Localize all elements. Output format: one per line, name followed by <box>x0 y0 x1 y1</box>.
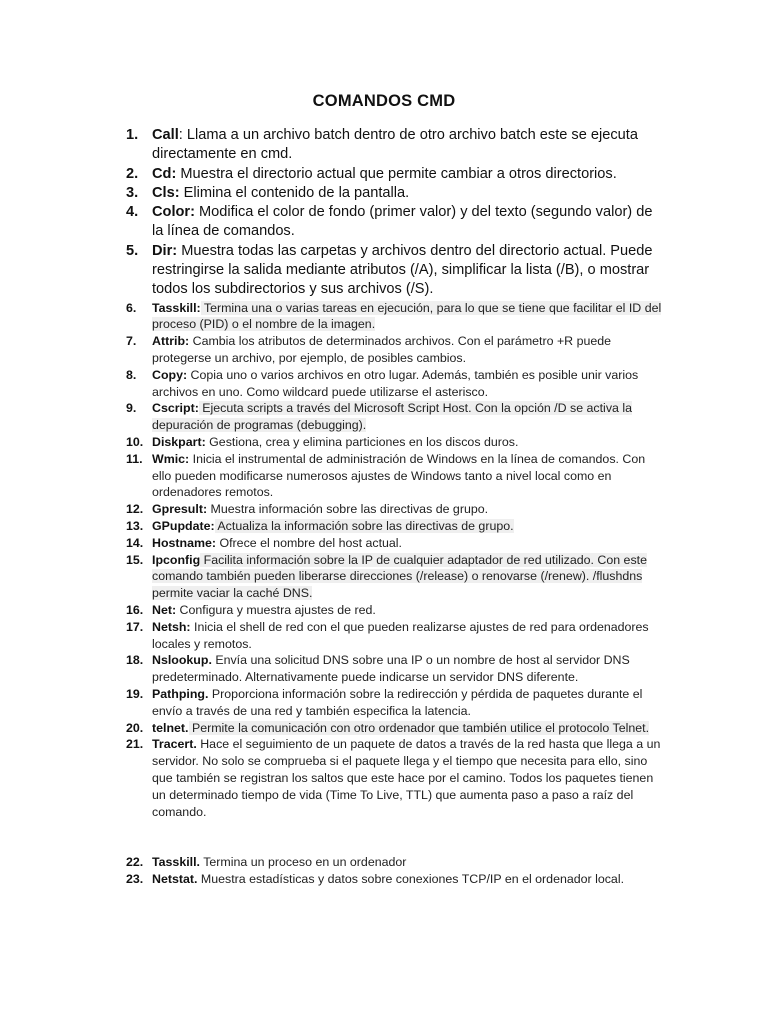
item-number: 6. <box>126 300 137 315</box>
command-description: Termina un proceso en un ordenador <box>199 855 407 870</box>
list-item <box>126 203 666 242</box>
command-description: Inicia el shell de red con el que pueden realizarse ajustes de red para ordenadores locales y remotos. <box>152 619 649 651</box>
list-item <box>126 871 666 888</box>
command-description: Muestra todas las carpetas y archivos dentro del directorio actual. Puede restringirse la salida mediante atributos (/A), simplificar la lista (/B), o mostrar todos los subdirectorios y sus archivos (/S). <box>152 242 653 298</box>
list-item <box>126 552 666 602</box>
command-description: Elimina el contenido de la pantalla. <box>179 184 410 201</box>
command-name: Pathping. <box>152 687 209 701</box>
command-name: Call <box>152 127 179 143</box>
command-description: Proporciona información sobre la redirección y pérdida de paquetes durante el envío a través de una red y también especifica la latencia. <box>152 687 643 718</box>
command-name: Gpresult: <box>152 502 208 517</box>
command-description: Muestra información sobre las directivas de grupo. <box>207 502 489 517</box>
list-item <box>126 652 666 686</box>
command-name: Attrib: <box>152 334 190 349</box>
command-name: Netsh: <box>152 619 191 634</box>
command-description: Hace el seguimiento de un paquete de datos a través de la red hasta que llega a un servidor. No solo se comprueba si el paquete llega y el tiempo que necesita para ello, sino que también se registran los saltos que este hace por el camino. Todos los paquetes tienen un determinado tiempo de vida (Time To Live, TTL) que aumenta paso a paso a raíz del comando. <box>152 737 661 819</box>
item-number: 20. <box>126 720 144 735</box>
commands-list <box>126 126 666 888</box>
item-number: 2. <box>126 165 139 182</box>
list-item <box>126 184 666 203</box>
item-number: 18. <box>126 653 144 668</box>
command-description: Actualiza la información sobre las directivas de grupo. <box>214 519 514 534</box>
list-item <box>126 367 666 401</box>
command-description: Copia uno o varios archivos en otro lugar. Además, también es posible unir varios archivos en uno. Como wildcard puede utilizarse el asterisco. <box>152 367 639 399</box>
list-item <box>126 400 666 434</box>
item-number: 12. <box>126 502 144 517</box>
command-description: Muestra estadísticas y datos sobre conexiones TCP/IP en el ordenador local. <box>197 872 625 887</box>
list-item <box>126 686 666 720</box>
list-item <box>126 535 666 552</box>
item-number: 3. <box>126 184 139 201</box>
item-number: 10. <box>126 435 144 450</box>
command-description: Muestra el directorio actual que permite cambiar a otros directorios. <box>176 165 617 182</box>
command-name: Ipconfig <box>152 552 201 567</box>
item-number: 13. <box>126 519 144 534</box>
item-number: 22. <box>126 855 144 870</box>
item-number: 9. <box>126 401 137 416</box>
command-description: Facilita información sobre la IP de cualquier adaptador de red utilizado. Con este comando también pueden liberarse direcciones (/release) o renovarse (/renew). /flushdns permite vaciar la caché DNS. <box>152 552 647 601</box>
command-name: telnet. <box>152 720 189 735</box>
list-item <box>126 333 666 367</box>
command-name: Wmic: <box>152 451 190 466</box>
list-item <box>126 518 666 535</box>
item-number: 17. <box>126 619 144 634</box>
command-description: Modifica el color de fondo (primer valor) y del texto (segundo valor) de la línea de comandos. <box>152 204 653 240</box>
command-description: Inicia el instrumental de administración de Windows en la línea de comandos. Con ello pueden modificarse numerosos ajustes de Windows tanto a nivel local como en ordenadores remotos. <box>152 451 646 500</box>
command-separator: : <box>178 127 183 143</box>
list-item <box>126 434 666 451</box>
command-name: Hostname: <box>152 535 217 550</box>
item-number: 16. <box>126 603 144 618</box>
list-item <box>126 619 666 653</box>
command-description: Llama a un archivo batch dentro de otro archivo batch este se ejecuta directamente en cmd. <box>152 127 638 163</box>
command-name: GPupdate: <box>152 519 215 534</box>
command-description: Gestiona, crea y elimina particiones en los discos duros. <box>205 435 519 450</box>
list-item <box>126 300 666 334</box>
item-number: 4. <box>126 204 139 221</box>
command-description: Configura y muestra ajustes de red. <box>176 603 376 618</box>
item-number: 19. <box>126 687 144 701</box>
command-name: Cscript: <box>152 401 199 416</box>
command-name: Tasskill. <box>152 855 200 870</box>
command-name: Net: <box>152 603 177 618</box>
command-description: Ofrece el nombre del host actual. <box>216 535 402 550</box>
list-item <box>126 242 666 300</box>
document-title: COMANDOS CMD <box>312 92 456 110</box>
command-name: Diskpart: <box>152 435 206 450</box>
list-item <box>126 736 666 820</box>
item-number: 5. <box>126 242 139 259</box>
command-name: Tasskill: <box>152 300 201 315</box>
command-description: Ejecuta scripts a través del Microsoft Script Host. Con la opción /D se activa la depuración de programas (debugging). <box>152 401 632 433</box>
list-item <box>126 720 666 737</box>
command-name: Netstat. <box>152 872 198 887</box>
command-name: Cd: <box>152 165 177 182</box>
item-number: 8. <box>126 367 137 382</box>
list-item <box>126 602 666 619</box>
list-item <box>126 854 666 871</box>
command-name: Dir: <box>152 242 178 259</box>
list-item <box>126 165 666 184</box>
item-number: 21. <box>126 737 144 752</box>
item-number: 14. <box>126 535 144 550</box>
command-name: Cls: <box>152 184 180 201</box>
command-description: Permite la comunicación con otro ordenador que también utilice el protocolo Telnet. <box>188 720 650 735</box>
list-item <box>126 501 666 518</box>
item-number: 23. <box>126 872 144 887</box>
item-number: 7. <box>126 334 137 349</box>
command-name: Tracert. <box>152 737 197 752</box>
item-number: 1. <box>126 127 139 143</box>
command-name: Copy: <box>152 367 188 382</box>
command-description: Cambia los atributos de determinados archivos. Con el parámetro +R puede protegerse un archivo, por ejemplo, de posibles cambios. <box>152 334 612 366</box>
command-description: Termina una o varias tareas en ejecución, para lo que se tiene que facilitar el ID del proceso (PID) o el nombre de la imagen. <box>152 300 662 332</box>
command-description: Envía una solicitud DNS sobre una IP o un nombre de host al servidor DNS predeterminado. Alternativamente puede indicarse un servidor DNS diferente. <box>152 653 630 685</box>
command-name: Color: <box>152 204 195 221</box>
list-item <box>126 126 666 165</box>
item-number: 15. <box>126 552 144 567</box>
item-number: 11. <box>126 451 143 466</box>
list-item <box>126 451 666 501</box>
command-name: Nslookup. <box>152 653 212 668</box>
